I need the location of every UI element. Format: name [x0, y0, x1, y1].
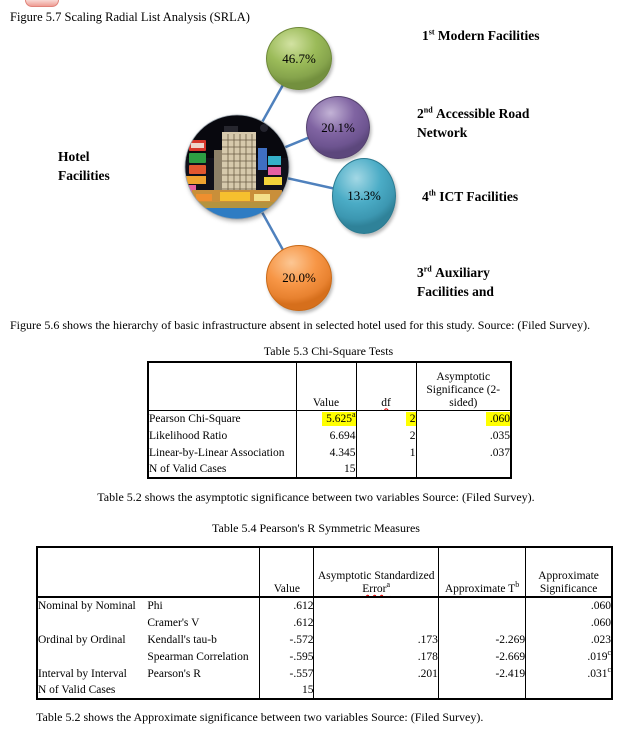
- error-cell: [314, 597, 438, 614]
- stat-label: [147, 682, 259, 699]
- header-value: Value: [260, 547, 314, 597]
- df-cell: [356, 410, 416, 427]
- header-approx-sig: Approximate Significance: [526, 547, 612, 597]
- approx-t-cell: [438, 614, 525, 631]
- value-cell: 15: [260, 682, 314, 699]
- group-label: Ordinal by Ordinal: [38, 633, 126, 646]
- value-cell: 15: [296, 461, 356, 478]
- table-row: [148, 410, 511, 427]
- highlighted-value: 5.625$^a$: [322, 412, 356, 426]
- value-cell: [296, 410, 356, 427]
- header-empty: [37, 547, 260, 597]
- symmetric-measures-table-caption: Table 5.2 shows the Approximate significance between two variables Source: (Filed Survey).: [36, 710, 484, 724]
- error-cell: .201: [314, 665, 438, 682]
- group-label: [37, 648, 147, 665]
- node-bubble-modern-facilities: [266, 27, 332, 90]
- approx-t-cell: -2.419: [438, 665, 525, 682]
- group-label: N of Valid Cases: [38, 684, 116, 696]
- node-bubble-auxiliary-facilities: [266, 245, 332, 311]
- df-cell: 1: [356, 444, 416, 461]
- table-row: [37, 665, 612, 682]
- header-approx-t: Approximate $T^b$: [438, 547, 525, 597]
- approx-t-cell: -2.269: [438, 631, 525, 648]
- error-cell: [314, 614, 438, 631]
- table-row: [148, 444, 511, 461]
- figure-title: Figure 5.7 Scaling Radial List Analysis (SRLA): [10, 10, 250, 24]
- node-bubble-ict-facilities: [332, 158, 396, 234]
- value-cell: .612: [260, 597, 314, 614]
- approx-sig-cell: .019$^c$: [526, 648, 612, 665]
- highlighted-value: .060: [486, 412, 511, 426]
- node-percent: 46.7%: [282, 50, 316, 66]
- approx-t-cell: [438, 682, 525, 699]
- group-label: Interval by Interval: [38, 667, 127, 680]
- group-label: Nominal by Nominal: [38, 600, 136, 612]
- approx-sig-cell: .023: [526, 631, 612, 648]
- value-cell: -.572: [260, 631, 314, 648]
- header-df: df: [356, 362, 416, 410]
- value-cell: -.557: [260, 665, 314, 682]
- header-asymp-sig: Asymptotic Significance (2-sided): [416, 362, 511, 410]
- node-label-auxiliary-facilities: 3rd Auxiliary Facilities and: [417, 264, 494, 299]
- row-label: Likelihood Ratio: [149, 429, 228, 442]
- value-cell: -.595: [260, 648, 314, 665]
- hotel-facilities-label: Hotel Facilities: [58, 149, 110, 183]
- table-row: [37, 614, 612, 631]
- error-cell: [314, 682, 438, 699]
- table-header-row: [148, 362, 511, 410]
- value-cell: .612: [260, 614, 314, 631]
- row-label: N of Valid Cases: [149, 463, 227, 475]
- chi-square-table-caption: Table 5.2 shows the asymptotic significance between two variables Source: (Filed Survey).: [97, 490, 535, 504]
- table-header-row: [37, 547, 612, 597]
- node-label-modern-facilities: 1st Modern Facilities: [422, 27, 540, 43]
- table-row: [148, 427, 511, 444]
- value-cell: 4.345: [296, 444, 356, 461]
- node-percent: 20.1%: [321, 119, 355, 135]
- table-row: [37, 648, 612, 665]
- chi-square-table-title: Table 5.3 Chi-Square Tests: [263, 344, 394, 358]
- symmetric-measures-table: [36, 546, 613, 700]
- table-row: [37, 682, 612, 699]
- approx-sig-cell: .031$^c$: [526, 665, 612, 682]
- node-bubble-accessible-road: [306, 96, 370, 159]
- header-empty: [148, 362, 296, 410]
- table-row: [37, 597, 612, 614]
- approx-sig-cell: .060: [526, 597, 612, 614]
- node-label-accessible-road: 2nd Accessible Road Network: [417, 105, 530, 140]
- header-asymp-std-error: Asymptotic Standardized Error$^a$: [314, 547, 438, 597]
- approx-sig-cell: [526, 682, 612, 699]
- highlighted-value: 2: [406, 412, 416, 426]
- error-cell: .173: [314, 631, 438, 648]
- node-percent: 20.0%: [282, 270, 316, 285]
- figure-caption: Figure 5.6 shows the hierarchy of basic infrastructure absent in selected hotel used for this study. Source: (Filed Survey).: [10, 318, 591, 332]
- stat-label: Spearman Correlation: [147, 650, 249, 663]
- table-row: [37, 631, 612, 648]
- row-label: Pearson Chi-Square: [149, 412, 241, 425]
- approx-sig-cell: .060: [526, 614, 612, 631]
- stat-label: Cramer's V: [147, 616, 200, 629]
- group-label: [37, 614, 147, 631]
- stat-label: Pearson's R: [147, 667, 201, 680]
- node-percent: 13.3%: [347, 188, 381, 203]
- value-cell: 6.694: [296, 427, 356, 444]
- node-label-ict-facilities: 4th ICT Facilities: [422, 188, 519, 204]
- sig-cell: [416, 461, 511, 478]
- hotel-night-photo: [184, 114, 290, 220]
- sig-cell: .035: [416, 427, 511, 444]
- approx-t-cell: [438, 597, 525, 614]
- df-cell: 2: [356, 427, 416, 444]
- error-cell: .178: [314, 648, 438, 665]
- stat-label: Phi: [147, 600, 163, 612]
- sig-cell: [416, 410, 511, 427]
- approx-t-cell: -2.669: [438, 648, 525, 665]
- table-row: [148, 461, 511, 478]
- stat-label: Kendall's tau-b: [147, 633, 217, 646]
- chi-square-table: [147, 361, 512, 479]
- header-value: Value: [296, 362, 356, 410]
- symmetric-measures-table-title: Table 5.4 Pearson's R Symmetric Measures: [212, 521, 420, 535]
- row-label: Linear-by-Linear Association: [149, 446, 285, 459]
- df-cell: [356, 461, 416, 478]
- sig-cell: .037: [416, 444, 511, 461]
